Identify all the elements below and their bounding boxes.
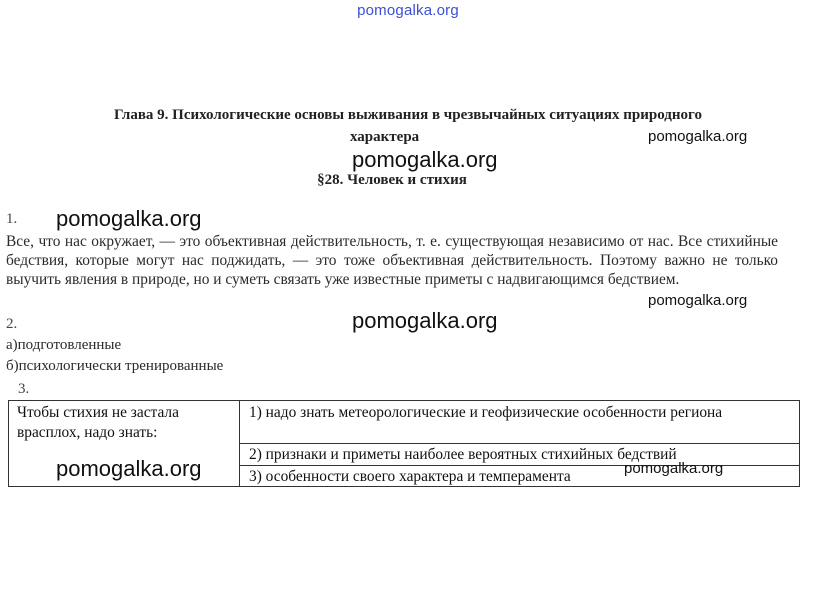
task3-number: 3. <box>18 381 30 397</box>
chapter-heading-line1: Глава 9. Психологические основы выживания в чрезвычайных ситуациях природного <box>114 107 702 123</box>
table-row-divider <box>239 443 799 444</box>
task2-answer-b: б)психологически тренированные <box>6 358 224 374</box>
watermark: pomogalka.org <box>352 308 498 333</box>
table-row-3: 3) особенности своего характера и темперамента <box>249 468 571 485</box>
site-watermark: pomogalka.org <box>357 2 459 19</box>
task2-number: 2. <box>6 316 18 332</box>
watermark: pomogalka.org <box>352 147 498 172</box>
watermark: pomogalka.org <box>56 456 202 481</box>
watermark: pomogalka.org <box>624 460 724 477</box>
watermark: pomogalka.org <box>648 292 748 309</box>
table-row-2: 2) признаки и приметы наиболее вероятных стихийных бедствий <box>249 446 677 463</box>
table-row-1: 1) надо знать метеорологические и геофизические особенности региона <box>249 404 723 421</box>
task1-number: 1. <box>6 211 18 227</box>
task1-text: Все, что нас окружает, — это объективная действительность, т. е. существующая независимо от нас. Все стихийные бедствия, которые могут нас поджидать, — это тоже объективная действительность. Поэтому важно не только выучить явления в природе, но и суметь связать уже известные приметы с надвигающимся бедствием. <box>6 233 778 288</box>
watermark: pomogalka.org <box>648 128 748 145</box>
watermark: pomogalka.org <box>56 206 202 231</box>
chapter-heading-line2: характера <box>350 129 420 145</box>
table-left-cell: Чтобы стихия не застала врасплох, надо знать: <box>17 404 179 441</box>
task2-answer-a: а)подготовленные <box>6 337 122 353</box>
section-title: §28. Человек и стихия <box>317 172 467 188</box>
